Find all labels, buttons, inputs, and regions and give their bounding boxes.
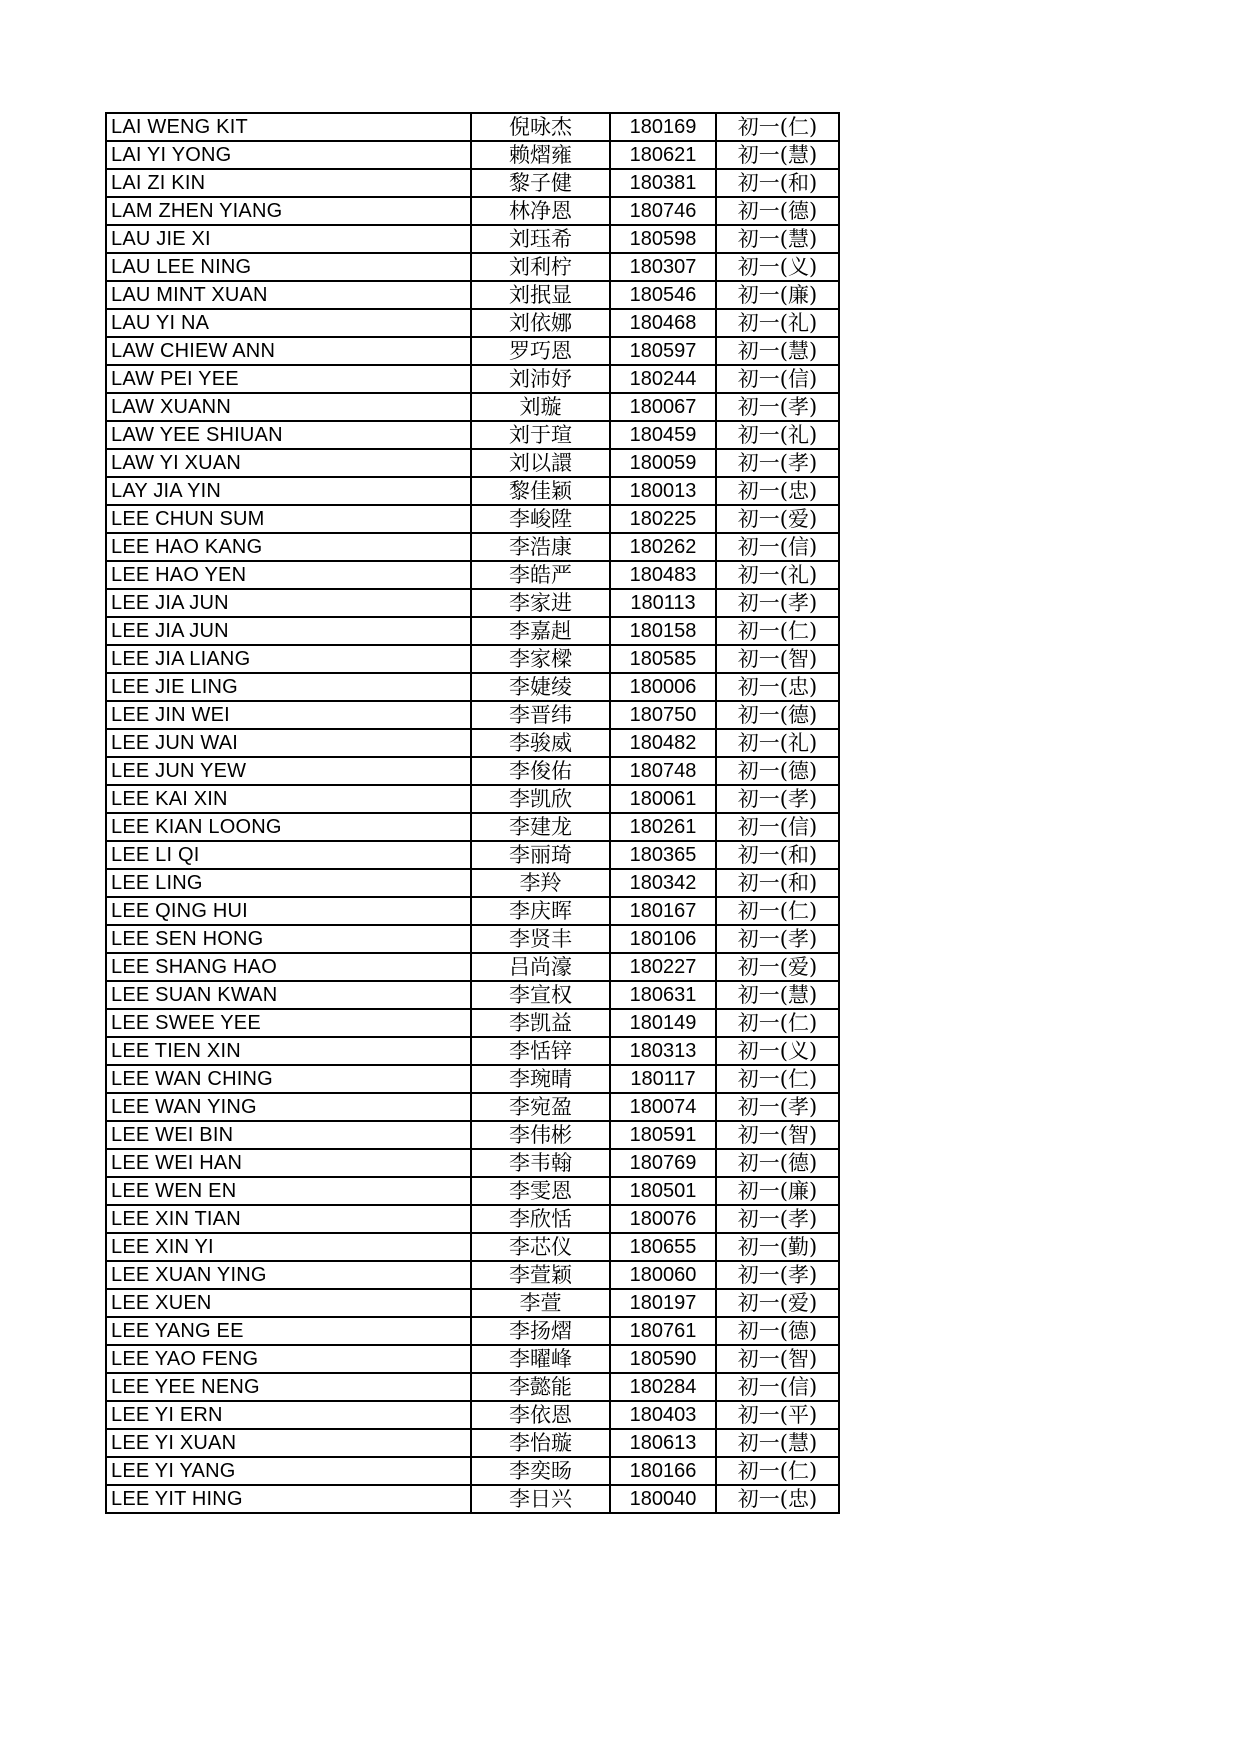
class-cell: 初一(孝) [716, 925, 839, 953]
chinese-name-cell: 李俊佑 [471, 757, 610, 785]
student-id-cell: 180040 [610, 1485, 716, 1513]
class-cell: 初一(礼) [716, 729, 839, 757]
english-name-cell: LEE KIAN LOONG [106, 813, 471, 841]
english-name-cell: LEE JUN WAI [106, 729, 471, 757]
table-row [106, 1485, 839, 1513]
student-id-cell: 180061 [610, 785, 716, 813]
student-id-cell: 180631 [610, 981, 716, 1009]
student-id-cell: 180750 [610, 701, 716, 729]
class-cell: 初一(孝) [716, 1261, 839, 1289]
english-name-cell: LEE JIN WEI [106, 701, 471, 729]
class-cell: 初一(义) [716, 1037, 839, 1065]
class-cell: 初一(爱) [716, 1289, 839, 1317]
english-name-cell: LAW YEE SHIUAN [106, 421, 471, 449]
chinese-name-cell: 赖熠雍 [471, 141, 610, 169]
chinese-name-cell: 李凯益 [471, 1009, 610, 1037]
chinese-name-cell: 李宣权 [471, 981, 610, 1009]
student-id-cell: 180621 [610, 141, 716, 169]
table-row [106, 1401, 839, 1429]
table-row [106, 701, 839, 729]
chinese-name-cell: 李萱颖 [471, 1261, 610, 1289]
class-cell: 初一(仁) [716, 617, 839, 645]
chinese-name-cell: 李欣恬 [471, 1205, 610, 1233]
chinese-name-cell: 李伟彬 [471, 1121, 610, 1149]
table-row [106, 1429, 839, 1457]
table-row [106, 281, 839, 309]
student-id-cell: 180342 [610, 869, 716, 897]
english-name-cell: LEE WEI HAN [106, 1149, 471, 1177]
english-name-cell: LAU JIE XI [106, 225, 471, 253]
english-name-cell: LEE WAN CHING [106, 1065, 471, 1093]
chinese-name-cell: 李嘉赳 [471, 617, 610, 645]
table-row [106, 953, 839, 981]
table-row [106, 505, 839, 533]
english-name-cell: LEE WEN EN [106, 1177, 471, 1205]
english-name-cell: LEE YI ERN [106, 1401, 471, 1429]
table-row [106, 1037, 839, 1065]
table-row [106, 1205, 839, 1233]
chinese-name-cell: 李建龙 [471, 813, 610, 841]
english-name-cell: LEE JUN YEW [106, 757, 471, 785]
english-name-cell: LEE WEI BIN [106, 1121, 471, 1149]
student-id-cell: 180381 [610, 169, 716, 197]
table-row [106, 1149, 839, 1177]
student-id-cell: 180746 [610, 197, 716, 225]
chinese-name-cell: 倪咏杰 [471, 113, 610, 141]
class-cell: 初一(勤) [716, 1233, 839, 1261]
class-cell: 初一(智) [716, 645, 839, 673]
class-cell: 初一(德) [716, 757, 839, 785]
english-name-cell: LAY JIA YIN [106, 477, 471, 505]
english-name-cell: LEE HAO YEN [106, 561, 471, 589]
chinese-name-cell: 李羚 [471, 869, 610, 897]
chinese-name-cell: 李扬熠 [471, 1317, 610, 1345]
class-cell: 初一(慧) [716, 1429, 839, 1457]
chinese-name-cell: 黎佳颖 [471, 477, 610, 505]
class-cell: 初一(慧) [716, 225, 839, 253]
class-cell: 初一(信) [716, 813, 839, 841]
class-cell: 初一(和) [716, 841, 839, 869]
student-id-cell: 180591 [610, 1121, 716, 1149]
student-roster-body [106, 113, 839, 1513]
student-id-cell: 180059 [610, 449, 716, 477]
table-row [106, 925, 839, 953]
english-name-cell: LEE YIT HING [106, 1485, 471, 1513]
english-name-cell: LEE SHANG HAO [106, 953, 471, 981]
english-name-cell: LEE YI YANG [106, 1457, 471, 1485]
table-row [106, 981, 839, 1009]
chinese-name-cell: 李芯仪 [471, 1233, 610, 1261]
table-row [106, 225, 839, 253]
class-cell: 初一(慧) [716, 141, 839, 169]
chinese-name-cell: 李丽琦 [471, 841, 610, 869]
class-cell: 初一(礼) [716, 561, 839, 589]
student-id-cell: 180468 [610, 309, 716, 337]
student-id-cell: 180197 [610, 1289, 716, 1317]
student-id-cell: 180284 [610, 1373, 716, 1401]
table-row [106, 1177, 839, 1205]
table-row [106, 1065, 839, 1093]
chinese-name-cell: 李皓严 [471, 561, 610, 589]
class-cell: 初一(爱) [716, 505, 839, 533]
chinese-name-cell: 刘以譞 [471, 449, 610, 477]
chinese-name-cell: 李雯恩 [471, 1177, 610, 1205]
student-id-cell: 180106 [610, 925, 716, 953]
english-name-cell: LAU MINT XUAN [106, 281, 471, 309]
student-id-cell: 180597 [610, 337, 716, 365]
table-row [106, 1233, 839, 1261]
class-cell: 初一(孝) [716, 785, 839, 813]
chinese-name-cell: 刘珏希 [471, 225, 610, 253]
english-name-cell: LAU YI NA [106, 309, 471, 337]
student-id-cell: 180227 [610, 953, 716, 981]
class-cell: 初一(德) [716, 197, 839, 225]
english-name-cell: LAW YI XUAN [106, 449, 471, 477]
student-id-cell: 180169 [610, 113, 716, 141]
chinese-name-cell: 李晋纬 [471, 701, 610, 729]
student-id-cell: 180501 [610, 1177, 716, 1205]
student-id-cell: 180117 [610, 1065, 716, 1093]
english-name-cell: LEE SEN HONG [106, 925, 471, 953]
class-cell: 初一(德) [716, 1317, 839, 1345]
english-name-cell: LEE YI XUAN [106, 1429, 471, 1457]
chinese-name-cell: 罗巧恩 [471, 337, 610, 365]
student-id-cell: 180076 [610, 1205, 716, 1233]
english-name-cell: LEE TIEN XIN [106, 1037, 471, 1065]
english-name-cell: LEE XUAN YING [106, 1261, 471, 1289]
english-name-cell: LEE HAO KANG [106, 533, 471, 561]
student-id-cell: 180613 [610, 1429, 716, 1457]
chinese-name-cell: 刘依娜 [471, 309, 610, 337]
table-row [106, 1289, 839, 1317]
english-name-cell: LEE JIA JUN [106, 589, 471, 617]
student-id-cell: 180166 [610, 1457, 716, 1485]
table-row [106, 1457, 839, 1485]
table-row [106, 477, 839, 505]
class-cell: 初一(德) [716, 701, 839, 729]
student-id-cell: 180261 [610, 813, 716, 841]
table-row [106, 449, 839, 477]
student-id-cell: 180262 [610, 533, 716, 561]
class-cell: 初一(慧) [716, 981, 839, 1009]
student-id-cell: 180365 [610, 841, 716, 869]
chinese-name-cell: 刘抿显 [471, 281, 610, 309]
class-cell: 初一(信) [716, 1373, 839, 1401]
student-id-cell: 180546 [610, 281, 716, 309]
student-id-cell: 180459 [610, 421, 716, 449]
class-cell: 初一(礼) [716, 309, 839, 337]
class-cell: 初一(智) [716, 1345, 839, 1373]
chinese-name-cell: 李凯欣 [471, 785, 610, 813]
class-cell: 初一(信) [716, 533, 839, 561]
chinese-name-cell: 吕尚濠 [471, 953, 610, 981]
chinese-name-cell: 李家进 [471, 589, 610, 617]
class-cell: 初一(廉) [716, 1177, 839, 1205]
student-id-cell: 180060 [610, 1261, 716, 1289]
english-name-cell: LEE XIN TIAN [106, 1205, 471, 1233]
student-id-cell: 180006 [610, 673, 716, 701]
student-id-cell: 180167 [610, 897, 716, 925]
student-id-cell: 180482 [610, 729, 716, 757]
table-row [106, 337, 839, 365]
student-id-cell: 180313 [610, 1037, 716, 1065]
chinese-name-cell: 黎子健 [471, 169, 610, 197]
chinese-name-cell: 李曜峰 [471, 1345, 610, 1373]
english-name-cell: LAI ZI KIN [106, 169, 471, 197]
class-cell: 初一(廉) [716, 281, 839, 309]
class-cell: 初一(仁) [716, 897, 839, 925]
table-row [106, 589, 839, 617]
class-cell: 初一(德) [716, 1149, 839, 1177]
table-row [106, 897, 839, 925]
chinese-name-cell: 林净恩 [471, 197, 610, 225]
class-cell: 初一(忠) [716, 1485, 839, 1513]
class-cell: 初一(孝) [716, 393, 839, 421]
english-name-cell: LEE LING [106, 869, 471, 897]
student-id-cell: 180149 [610, 1009, 716, 1037]
english-name-cell: LEE QING HUI [106, 897, 471, 925]
table-row [106, 141, 839, 169]
class-cell: 初一(仁) [716, 1065, 839, 1093]
chinese-name-cell: 李骏威 [471, 729, 610, 757]
chinese-name-cell: 李峻陞 [471, 505, 610, 533]
student-id-cell: 180761 [610, 1317, 716, 1345]
chinese-name-cell: 李庆晖 [471, 897, 610, 925]
class-cell: 初一(忠) [716, 477, 839, 505]
table-row [106, 533, 839, 561]
student-id-cell: 180748 [610, 757, 716, 785]
english-name-cell: LEE YAO FENG [106, 1345, 471, 1373]
student-id-cell: 180013 [610, 477, 716, 505]
table-row [106, 561, 839, 589]
student-id-cell: 180483 [610, 561, 716, 589]
english-name-cell: LEE KAI XIN [106, 785, 471, 813]
class-cell: 初一(仁) [716, 1457, 839, 1485]
class-cell: 初一(仁) [716, 113, 839, 141]
chinese-name-cell: 李恬锌 [471, 1037, 610, 1065]
chinese-name-cell: 刘璇 [471, 393, 610, 421]
table-row [106, 1373, 839, 1401]
table-row [106, 673, 839, 701]
table-row [106, 813, 839, 841]
class-cell: 初一(孝) [716, 1205, 839, 1233]
class-cell: 初一(孝) [716, 1093, 839, 1121]
student-id-cell: 180307 [610, 253, 716, 281]
chinese-name-cell: 李贤丰 [471, 925, 610, 953]
class-cell: 初一(和) [716, 869, 839, 897]
class-cell: 初一(慧) [716, 337, 839, 365]
class-cell: 初一(义) [716, 253, 839, 281]
class-cell: 初一(爱) [716, 953, 839, 981]
english-name-cell: LAW CHIEW ANN [106, 337, 471, 365]
table-row [106, 645, 839, 673]
english-name-cell: LAU LEE NING [106, 253, 471, 281]
chinese-name-cell: 李萱 [471, 1289, 610, 1317]
chinese-name-cell: 李琬晴 [471, 1065, 610, 1093]
chinese-name-cell: 李浩康 [471, 533, 610, 561]
class-cell: 初一(平) [716, 1401, 839, 1429]
student-id-cell: 180655 [610, 1233, 716, 1261]
table-row [106, 1345, 839, 1373]
class-cell: 初一(和) [716, 169, 839, 197]
class-cell: 初一(智) [716, 1121, 839, 1149]
class-cell: 初一(礼) [716, 421, 839, 449]
student-roster-table [105, 112, 840, 1514]
chinese-name-cell: 李婕绫 [471, 673, 610, 701]
class-cell: 初一(信) [716, 365, 839, 393]
student-id-cell: 180585 [610, 645, 716, 673]
english-name-cell: LAI WENG KIT [106, 113, 471, 141]
english-name-cell: LAI YI YONG [106, 141, 471, 169]
table-row [106, 757, 839, 785]
table-row [106, 1093, 839, 1121]
student-id-cell: 180403 [610, 1401, 716, 1429]
class-cell: 初一(仁) [716, 1009, 839, 1037]
student-id-cell: 180067 [610, 393, 716, 421]
class-cell: 初一(孝) [716, 589, 839, 617]
english-name-cell: LAM ZHEN YIANG [106, 197, 471, 225]
english-name-cell: LEE CHUN SUM [106, 505, 471, 533]
chinese-name-cell: 李宛盈 [471, 1093, 610, 1121]
table-row [106, 869, 839, 897]
student-id-cell: 180225 [610, 505, 716, 533]
chinese-name-cell: 李日兴 [471, 1485, 610, 1513]
english-name-cell: LEE JIA JUN [106, 617, 471, 645]
table-row [106, 169, 839, 197]
english-name-cell: LEE XIN YI [106, 1233, 471, 1261]
student-id-cell: 180113 [610, 589, 716, 617]
student-id-cell: 180074 [610, 1093, 716, 1121]
student-id-cell: 180769 [610, 1149, 716, 1177]
student-id-cell: 180158 [610, 617, 716, 645]
student-id-cell: 180244 [610, 365, 716, 393]
english-name-cell: LAW PEI YEE [106, 365, 471, 393]
table-row [106, 309, 839, 337]
english-name-cell: LEE SUAN KWAN [106, 981, 471, 1009]
chinese-name-cell: 李懿能 [471, 1373, 610, 1401]
english-name-cell: LEE JIA LIANG [106, 645, 471, 673]
chinese-name-cell: 李韦翰 [471, 1149, 610, 1177]
table-row [106, 729, 839, 757]
table-row [106, 841, 839, 869]
english-name-cell: LAW XUANN [106, 393, 471, 421]
table-row [106, 421, 839, 449]
english-name-cell: LEE LI QI [106, 841, 471, 869]
chinese-name-cell: 李奕旸 [471, 1457, 610, 1485]
english-name-cell: LEE JIE LING [106, 673, 471, 701]
table-row [106, 197, 839, 225]
student-id-cell: 180590 [610, 1345, 716, 1373]
chinese-name-cell: 刘利柠 [471, 253, 610, 281]
chinese-name-cell: 刘于瑄 [471, 421, 610, 449]
english-name-cell: LEE XUEN [106, 1289, 471, 1317]
table-row [106, 785, 839, 813]
student-id-cell: 180598 [610, 225, 716, 253]
english-name-cell: LEE SWEE YEE [106, 1009, 471, 1037]
chinese-name-cell: 李家樑 [471, 645, 610, 673]
table-row [106, 1317, 839, 1345]
table-row [106, 1009, 839, 1037]
chinese-name-cell: 李依恩 [471, 1401, 610, 1429]
chinese-name-cell: 李怡璇 [471, 1429, 610, 1457]
table-row [106, 617, 839, 645]
class-cell: 初一(忠) [716, 673, 839, 701]
english-name-cell: LEE YEE NENG [106, 1373, 471, 1401]
english-name-cell: LEE WAN YING [106, 1093, 471, 1121]
table-row [106, 393, 839, 421]
class-cell: 初一(孝) [716, 449, 839, 477]
table-row [106, 1121, 839, 1149]
table-row [106, 1261, 839, 1289]
english-name-cell: LEE YANG EE [106, 1317, 471, 1345]
chinese-name-cell: 刘沛妤 [471, 365, 610, 393]
table-row [106, 365, 839, 393]
table-row [106, 113, 839, 141]
table-row [106, 253, 839, 281]
